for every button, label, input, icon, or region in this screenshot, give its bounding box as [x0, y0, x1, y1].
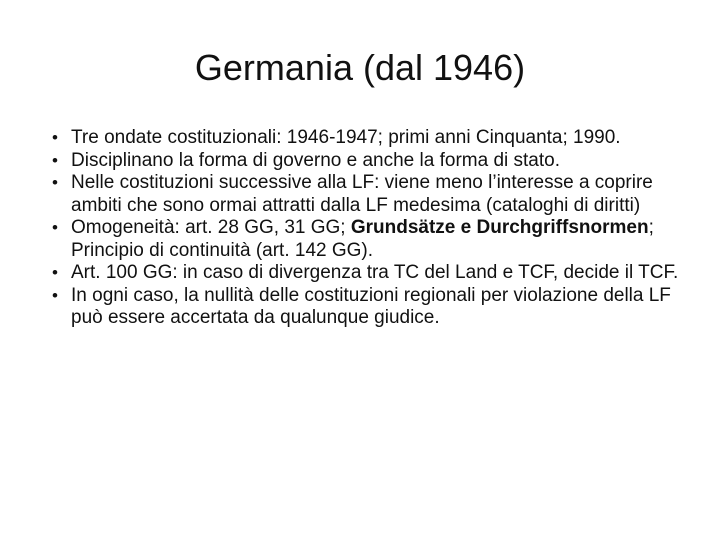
bullet-text: Tre ondate costituzionali: 1946-1947; primi anni Cinquanta; 1990.: [71, 127, 621, 148]
bullet-text: Art. 100 GG: in caso di divergenza tra TC del Land e TCF, decide il TCF.: [71, 262, 679, 283]
bullet-item: [52, 172, 692, 217]
bullet-item: [52, 150, 692, 173]
bullet-text: Disciplinano la forma di governo e anche la forma di stato.: [71, 149, 560, 171]
bullet-list: [52, 127, 692, 330]
bullet-text: In ogni caso, la nullità delle costituzioni regionali per violazione della LF può essere accertata da qualunque giudice.: [71, 284, 671, 328]
bullet-item: [52, 217, 692, 262]
bullet-dot-icon: •: [52, 285, 58, 305]
bullet-dot-icon: •: [52, 263, 58, 282]
bullet-text-part: ; Principio di continuità (art. 142 GG).: [71, 217, 654, 261]
bullet-dot-icon: •: [52, 150, 58, 170]
bullet-text-part: Omogeneità: art. 28 GG, 31 GG;: [71, 217, 351, 238]
bullet-dot-icon: •: [52, 173, 58, 192]
bullet-item: [52, 127, 692, 150]
bullet-dot-icon: •: [52, 218, 58, 237]
bullet-item: [52, 285, 692, 330]
bullet-text: Nelle costituzioni successive alla LF: viene meno l’interesse a coprire ambiti che sono ormai attratti dalla LF medesima (cataloghi di diritti): [71, 172, 653, 216]
bullet-item: [52, 262, 692, 285]
bullet-bold-term: Grundsätze e Durchgriffsnormen: [350, 217, 649, 238]
bullet-dot-icon: •: [52, 128, 58, 147]
slide-title: Germania (dal 1946): [194, 47, 526, 88]
